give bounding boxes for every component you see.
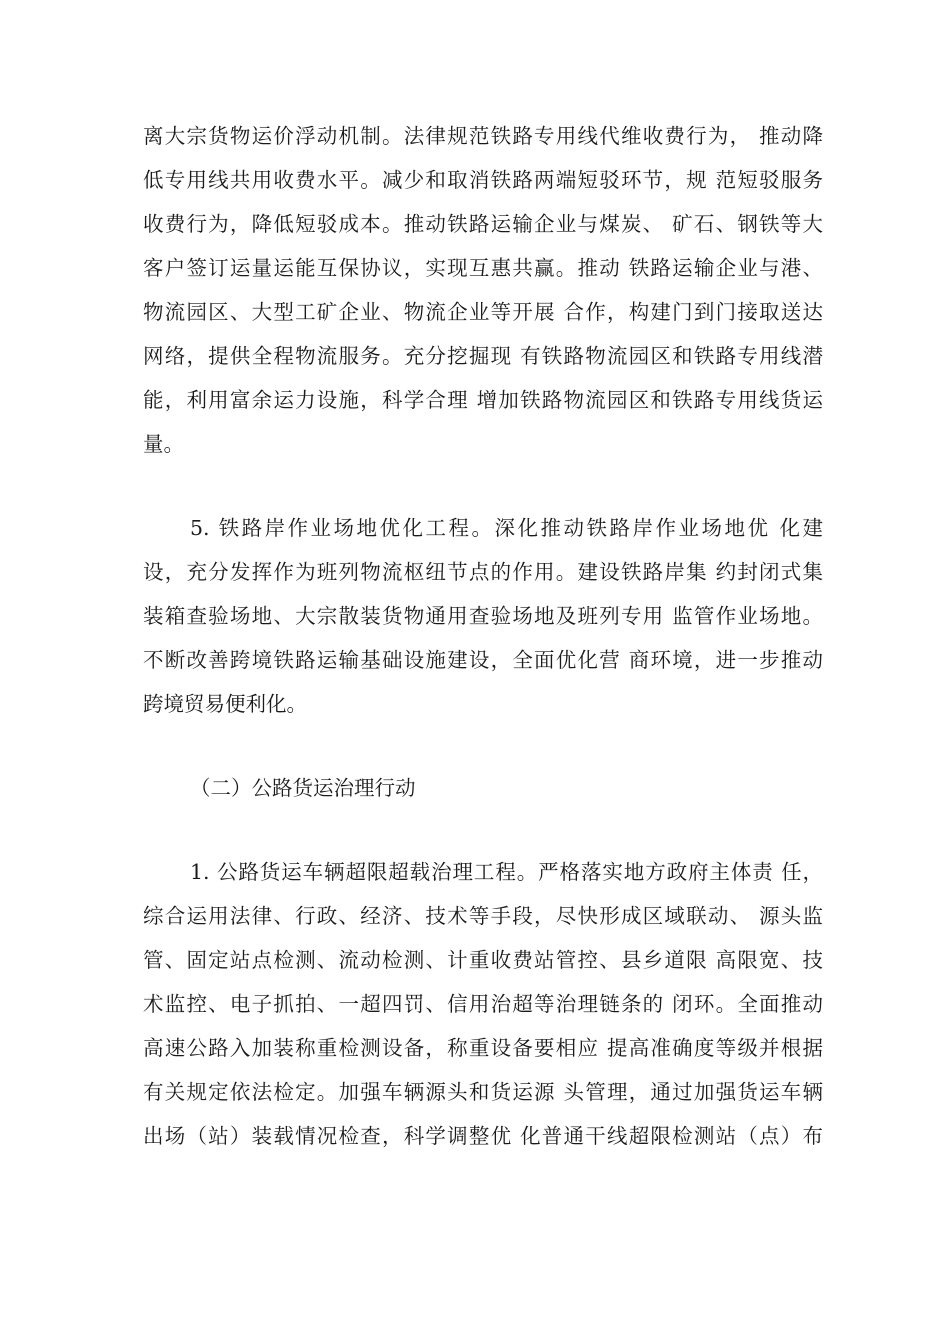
paragraph-3-line: 管、固定站点检测、流动检测、计重收费站管控、县乡道限 高限宽、技 [143,948,823,972]
paragraph-1-line: 物流园区、大型工矿企业、物流企业等开展 合作，构建门到门接取送达 [143,300,823,324]
paragraph-2-line: 跨境贸易便利化。 [143,692,307,716]
paragraph-1-line: 收费行为，降低短驳成本。推动铁路运输企业与煤炭、 矿石、钢铁等大 [143,212,823,236]
paragraph-2-line: 不断改善跨境铁路运输基础设施建设，全面优化营 商环境，进一步推动 [143,648,823,672]
paragraph-3-line: 综合运用法律、行政、经济、技术等手段，尽快形成区域联动、 源头监 [143,904,823,928]
paragraph-2-line: 5. 铁路岸作业场地优化工程。深化推动铁路岸作业场地优 化建 [190,516,823,540]
paragraph-2-line: 设，充分发挥作为班列物流枢纽节点的作用。建设铁路岸集 约封闭式集 [143,560,823,584]
paragraph-1-line: 量。 [143,432,184,456]
paragraph-2-line: 装箱查验场地、大宗散装货物通用查验场地及班列专用 监管作业场地。 [143,604,823,628]
paragraph-3-line: 出场（站）装载情况检查，科学调整优 化普通干线超限检测站（点）布 [143,1124,823,1148]
section-heading: （二）公路货运治理行动 [190,776,416,800]
paragraph-3-line: 1. 公路货运车辆超限超载治理工程。严格落实地方政府主体责 任， [190,860,823,884]
paragraph-1-line: 低专用线共用收费水平。减少和取消铁路两端短驳环节，规 范短驳服务 [143,168,823,192]
paragraph-3-line: 高速公路入加装称重检测设备，称重设备要相应 提高准确度等级并根据 [143,1036,823,1060]
paragraph-3-line: 术监控、电子抓拍、一超四罚、信用治超等治理链条的 闭环。全面推动 [143,992,823,1016]
paragraph-1-line: 能，利用富余运力设施，科学合理 增加铁路物流园区和铁路专用线货运 [143,388,823,412]
paragraph-1-line: 离大宗货物运价浮动机制。法律规范铁路专用线代维收费行为， 推动降 [143,124,823,148]
paragraph-1-line: 客户签订运量运能互保协议，实现互惠共赢。推动 铁路运输企业与港、 [143,256,823,280]
paragraph-3-line: 有关规定依法检定。加强车辆源头和货运源 头管理，通过加强货运车辆 [143,1080,823,1104]
paragraph-1-line: 网络，提供全程物流服务。充分挖掘现 有铁路物流园区和铁路专用线潜 [143,344,823,368]
